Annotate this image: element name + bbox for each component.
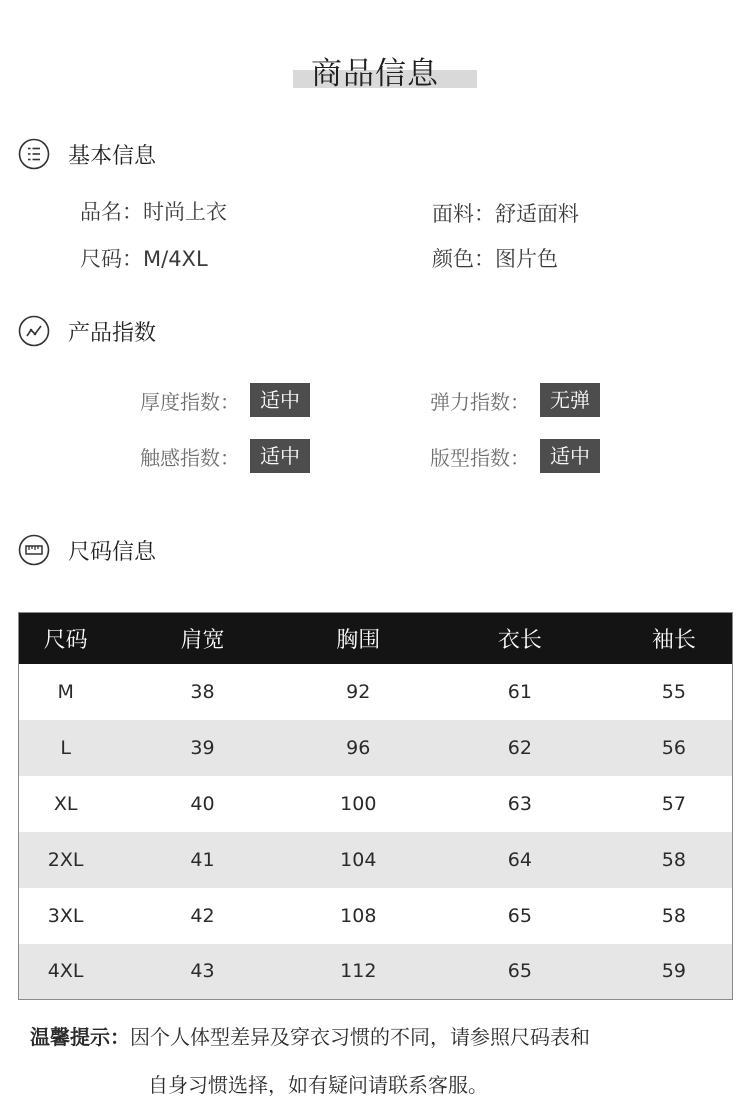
column-header: 胸围 (293, 613, 424, 664)
table-cell: 3XL (19, 888, 113, 944)
table-cell: 55 (616, 664, 733, 720)
table-cell: 108 (293, 888, 424, 944)
table-cell: 56 (616, 720, 733, 776)
index-label: 版型指数： (430, 445, 530, 470)
table-cell: 42 (112, 888, 292, 944)
index-badge: 适中 (250, 439, 310, 473)
size-info-heading (18, 532, 156, 568)
index-label: 触感指数： (140, 445, 240, 470)
table-row (19, 888, 733, 944)
table-cell: 61 (424, 664, 616, 720)
table-cell: 62 (424, 720, 616, 776)
trend-icon (18, 315, 50, 347)
product-name-value: 时尚上衣 (143, 200, 227, 224)
table-cell: 92 (293, 664, 424, 720)
fabric (432, 198, 579, 228)
tip-line-2 (0, 1069, 750, 1098)
product-name (80, 196, 227, 226)
table-cell: 63 (424, 776, 616, 832)
product-name-label: 品名： (80, 200, 143, 224)
table-cell: 65 (424, 944, 616, 1000)
page-title-block (0, 44, 750, 94)
ruler-icon (18, 534, 50, 566)
table-cell: 64 (424, 832, 616, 888)
table-cell: 39 (112, 720, 292, 776)
table-cell: 41 (112, 832, 292, 888)
column-header: 衣长 (424, 613, 616, 664)
page-title: 商品信息 (311, 56, 439, 92)
color (432, 243, 558, 273)
table-cell: 112 (293, 944, 424, 1000)
table-row (19, 720, 733, 776)
tip-text-2: 自身习惯选择，如有疑问请联系客服。 (148, 1073, 488, 1097)
table-cell: 59 (616, 944, 733, 1000)
index-badge: 适中 (540, 439, 600, 473)
index-fit (430, 439, 600, 473)
table-cell: 65 (424, 888, 616, 944)
size-range-label: 尺码： (80, 247, 143, 271)
color-value: 图片色 (495, 247, 558, 271)
basic-info-heading (18, 136, 156, 172)
fabric-value: 舒适面料 (495, 202, 579, 226)
fabric-label: 面料： (432, 202, 495, 226)
list-icon (18, 138, 50, 170)
table-cell: 58 (616, 832, 733, 888)
index-badge: 适中 (250, 383, 310, 417)
table-cell: 58 (616, 888, 733, 944)
product-index-heading (18, 313, 156, 349)
color-label: 颜色： (432, 247, 495, 271)
table-row (19, 944, 733, 1000)
table-cell: 38 (112, 664, 292, 720)
table-cell: 40 (112, 776, 292, 832)
table-cell: 100 (293, 776, 424, 832)
column-header: 袖长 (616, 613, 733, 664)
table-cell: 4XL (19, 944, 113, 1000)
table-cell: 96 (293, 720, 424, 776)
tip-label: 温馨提示： (30, 1025, 130, 1049)
index-touch (140, 439, 310, 473)
table-cell: 104 (293, 832, 424, 888)
index-thickness (140, 383, 310, 417)
index-badge: 无弹 (540, 383, 600, 417)
column-header: 尺码 (19, 613, 113, 664)
index-label: 厚度指数： (140, 389, 240, 414)
size-range (80, 243, 208, 273)
index-elasticity (430, 383, 600, 417)
table-header-row (19, 613, 733, 664)
index-label: 弹力指数： (430, 389, 530, 414)
table-cell: 57 (616, 776, 733, 832)
table-cell: L (19, 720, 113, 776)
column-header: 肩宽 (112, 613, 292, 664)
section-title: 基本信息 (68, 143, 157, 169)
table-cell: 2XL (19, 832, 113, 888)
size-range-value: M/4XL (143, 247, 208, 271)
table-row (19, 776, 733, 832)
table-row (19, 664, 733, 720)
tip-text-1: 因个人体型差异及穿衣习惯的不同，请参照尺码表和 (130, 1025, 590, 1049)
table-row (19, 832, 733, 888)
section-title: 尺码信息 (68, 539, 157, 565)
table-cell: M (19, 664, 113, 720)
tip-line-1 (0, 1021, 750, 1050)
table-cell: XL (19, 776, 113, 832)
section-title: 产品指数 (68, 320, 157, 346)
size-table (18, 612, 733, 1000)
table-cell: 43 (112, 944, 292, 1000)
